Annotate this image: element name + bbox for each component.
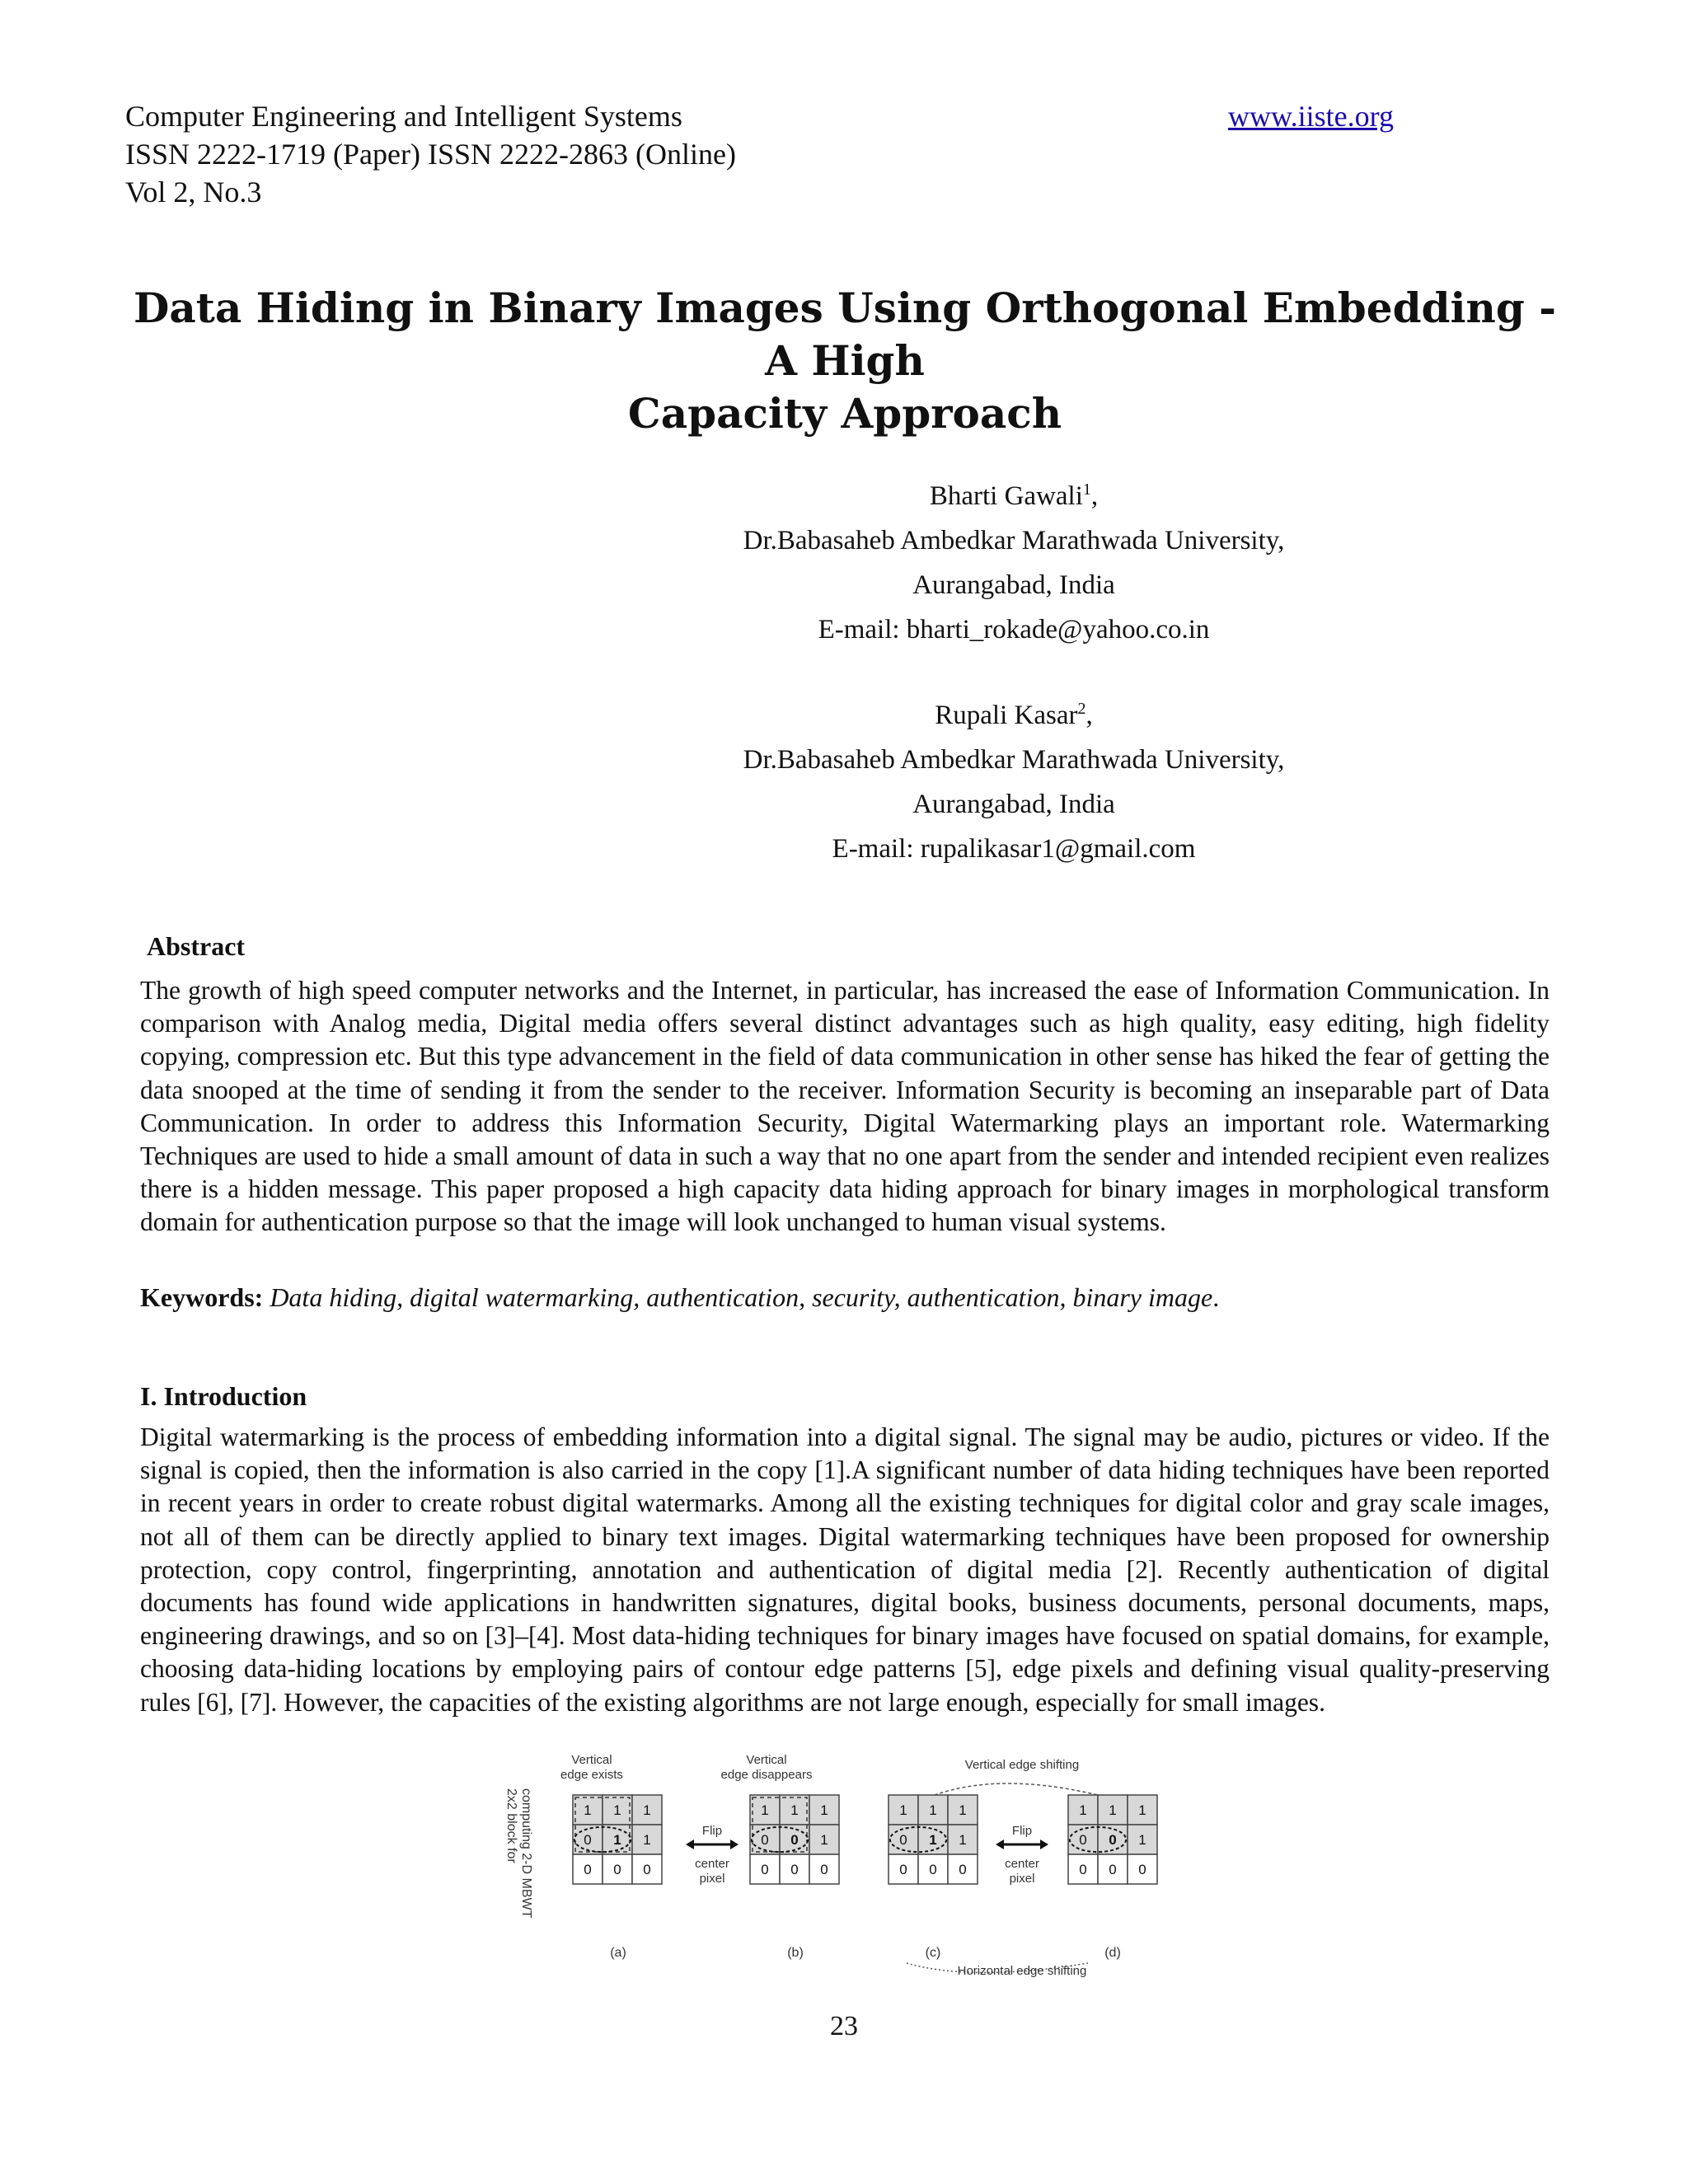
grid-cell-value: 1 — [929, 1802, 937, 1818]
journal-url-link[interactable]: www.iiste.org — [1228, 100, 1394, 133]
journal-volume: Vol 2, No.3 — [125, 176, 262, 209]
grid-cell-value: 0 — [613, 1862, 621, 1877]
label-a-top-2: edge exists — [560, 1768, 623, 1782]
author-name: Rupali Kasar$^2$, — [935, 700, 1093, 730]
author-block-1 — [511, 467, 1517, 652]
journal-issn: ISSN 2222-1719 (Paper) ISSN 2222-2863 (Online) — [125, 138, 736, 171]
grid-cell-value: 0 — [1109, 1862, 1117, 1877]
grid-b — [750, 1795, 839, 1884]
grid-cell-value: 1 — [1079, 1802, 1087, 1818]
svg-text:2x2 block for: 2x2 block for — [504, 1788, 518, 1863]
flip-arrow-ab — [686, 1824, 738, 1886]
grid-cell-value: 1 — [959, 1832, 967, 1848]
author-affiliation: Dr.Babasaheb Ambedkar Marathwada University, — [743, 745, 1285, 775]
grid-cell-value: 0 — [929, 1862, 937, 1877]
author-email: E-mail: bharti_rokade@yahoo.co.in — [818, 615, 1210, 644]
grid-c — [889, 1795, 978, 1884]
label-vertical-shift: Vertical edge shifting — [964, 1758, 1080, 1772]
grid-cell-value: 0 — [761, 1832, 769, 1848]
grid-cell-value: 0 — [790, 1862, 799, 1877]
abstract-heading: Abstract — [147, 931, 246, 961]
grid-cell-value: 0 — [899, 1832, 907, 1848]
keywords-label: Keywords: — [140, 1282, 264, 1312]
grid-cell-value: 0 — [899, 1862, 907, 1877]
svg-text:Flip: Flip — [701, 1824, 723, 1838]
abstract-text: The growth of high speed computer networks and the Internet, in particular, has increased the ease of Information Communication. In comparison with Analog media, Digital media offers several distinct advantages such as high quality, easy editing, high fidelity copying, compression etc. But this type advancement in the field of data communication in other sense has hiked the fear of getting the data snooped at the time of sending it from the sender to the receiver. Information Security is becoming an inseparable part of Data Communication. In order to address this Information Security, Digital Watermarking plays an important role. Watermarking Techniques are used to hide a small amount of data in such a way that no one apart from the sender and intended recipient even realizes there is a hidden message. This paper proposed a high capacity data hiding approach for binary images in morphological transform domain for authentication purpose so that the image will look unchanged to human visual systems. — [140, 976, 1550, 1237]
grid-cell-value: 1 — [613, 1832, 621, 1848]
label-b-top-2: edge disappears — [720, 1768, 813, 1782]
grid-cell-value: 1 — [820, 1832, 828, 1848]
grid-cell-value: 1 — [820, 1802, 828, 1818]
svg-text:computing 2-D MBWT: computing 2-D MBWT — [519, 1788, 533, 1919]
author-affiliation: Dr.Babasaheb Ambedkar Marathwada University, — [743, 526, 1285, 555]
mbwt-figure — [504, 1747, 1187, 1986]
grid-cell-value: 0 — [820, 1862, 828, 1877]
author-location: Aurangabad, India — [912, 790, 1115, 819]
journal-name: Computer Engineering and Intelligent Systems — [125, 100, 682, 133]
author-location: Aurangabad, India — [912, 570, 1115, 600]
grid-cell-value: 1 — [1138, 1802, 1146, 1818]
svg-text:center: center — [1005, 1857, 1039, 1871]
grid-cell-value: 1 — [1138, 1832, 1146, 1848]
title-line-1: Data Hiding in Binary Images Using Orthogonal Embedding - A High — [134, 284, 1556, 385]
keywords-text: Data hiding, digital watermarking, authentication, security, authentication, binary image — [270, 1282, 1213, 1312]
grid-cell-value: 0 — [790, 1832, 799, 1848]
grid-cell-value: 1 — [643, 1802, 651, 1818]
figure-side-label — [504, 1788, 533, 1919]
svg-text:pixel: pixel — [1009, 1872, 1035, 1886]
paper-title — [124, 282, 1566, 440]
grid-a — [573, 1795, 662, 1884]
title-line-2: Capacity Approach — [627, 389, 1062, 438]
keywords: Keywords: Data hiding, digital watermarking, authentication, security, authentication, binary image. — [140, 1282, 1220, 1312]
grid-cell-value: 0 — [1109, 1832, 1117, 1848]
grid-cell-value: 0 — [1079, 1832, 1087, 1848]
author-block-2 — [511, 687, 1517, 871]
grid-cell-value: 0 — [643, 1862, 651, 1877]
grid-cell-value: 1 — [790, 1802, 799, 1818]
author-name: Bharti Gawali$^1$, — [929, 480, 1099, 511]
grid-cell-value: 1 — [959, 1802, 967, 1818]
grid-cell-value: 1 — [1109, 1802, 1117, 1818]
grid-cell-value: 0 — [1079, 1862, 1087, 1877]
introduction-text: Digital watermarking is the process of embedding information into a digital signal. The signal may be audio, pictures or video. If the signal is copied, then the information is also carried in the copy [1].A significant number of data hiding techniques have been reported in recent years in order to create robust digital watermarks. Among all the existing techniques for digital color and gray scale images, not all of them can be directly applied to binary text images. Digital watermarking techniques have been proposed for ownership protection, copy control, fingerprinting, annotation and authentication of digital media [2]. Recently authentication of digital documents has found wide applications in handwritten signatures, digital books, business documents, personal documents, maps, engineering drawings, and so on [3]–[4]. Most data-hiding techniques for binary images have focused on spatial domains, for example, choosing data-hiding locations by employing pairs of contour edge patterns [5], edge pixels and defining visual quality-preserving rules [6], [7]. However, the capacities of the existing algorithms are not large enough, especially for small images. — [140, 1422, 1550, 1717]
grid-cell-value: 1 — [643, 1832, 651, 1848]
flip-arrow-cd — [996, 1824, 1048, 1886]
caption-c: (c) — [925, 1946, 941, 1960]
caption-d: (d) — [1104, 1946, 1121, 1960]
grid-cell-value: 1 — [613, 1802, 621, 1818]
grid-cell-value: 0 — [1138, 1862, 1146, 1877]
grid-cell-value: 1 — [899, 1802, 907, 1818]
grid-cell-value: 0 — [584, 1862, 592, 1877]
svg-text:center: center — [695, 1857, 729, 1871]
label-b-top-1: Vertical — [746, 1753, 787, 1767]
grid-cell-value: 1 — [761, 1802, 769, 1818]
grid-cell-value: 0 — [584, 1832, 592, 1848]
grid-cell-value: 1 — [929, 1832, 937, 1848]
grid-cell-value: 1 — [584, 1802, 592, 1818]
introduction-heading: I. Introduction — [140, 1381, 307, 1411]
caption-b: (b) — [787, 1946, 804, 1960]
page-number: 23 — [830, 2011, 858, 2041]
label-horizontal-shift: Horizontal edge shifting — [957, 1964, 1087, 1978]
caption-a: (a) — [610, 1946, 626, 1960]
grid-cell-value: 0 — [959, 1862, 967, 1877]
svg-text:pixel: pixel — [699, 1872, 725, 1886]
author-email: E-mail: rupalikasar1@gmail.com — [832, 834, 1196, 864]
svg-text:Flip: Flip — [1011, 1824, 1033, 1838]
grid-cell-value: 0 — [761, 1862, 769, 1877]
label-a-top-1: Vertical — [571, 1753, 612, 1767]
grid-d — [1068, 1795, 1157, 1884]
